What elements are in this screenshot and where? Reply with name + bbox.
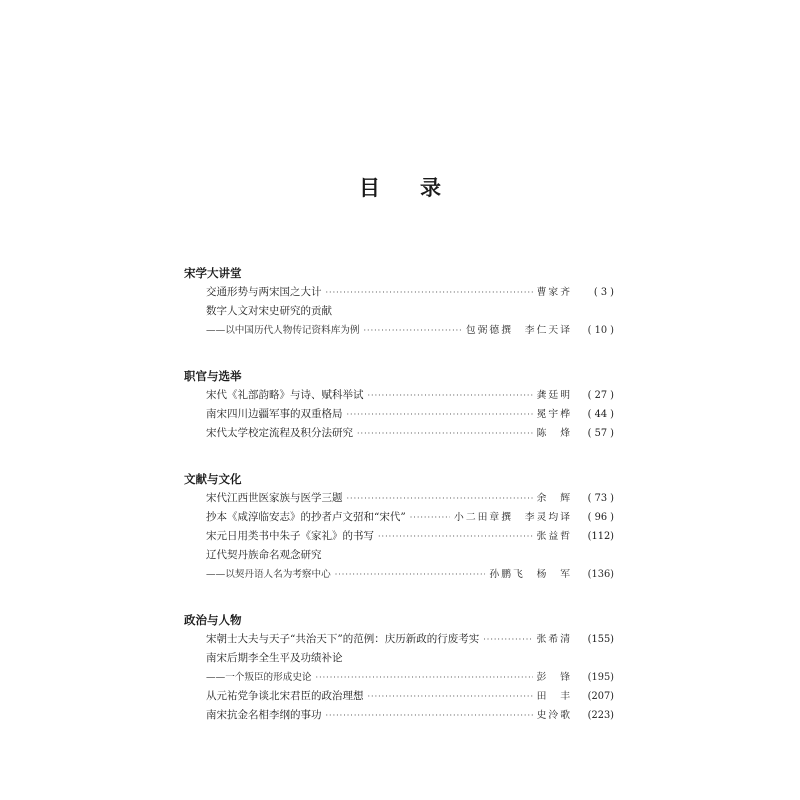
toc-entry[interactable] — [184, 386, 614, 405]
entry-page: ( 3 ) — [593, 287, 614, 298]
entry-page: (207) — [587, 691, 614, 702]
entry-page: ( 44 ) — [587, 409, 614, 420]
entry-page: (223) — [587, 710, 614, 721]
entry-author: 孙鹏飞 杨 军 — [489, 569, 572, 580]
toc-entry-subtitle[interactable] — [184, 321, 614, 340]
entry-subtitle: ——以契丹语人名为考察中心 — [206, 569, 331, 580]
leader-dots — [357, 424, 533, 443]
table-of-contents — [184, 263, 614, 751]
entry-title: 宋代《礼部韵略》与诗、赋科举试 — [206, 389, 364, 401]
section-heading: 文献与文化 — [184, 472, 242, 486]
entry-author: 余 辉 — [536, 493, 572, 504]
entry-author: 曹家齐 — [536, 287, 572, 298]
leader-dots — [326, 706, 533, 725]
toc-entry[interactable] — [184, 706, 614, 725]
entry-title: 宋代江西世医家族与医学三题 — [206, 492, 343, 504]
page-title — [0, 172, 800, 202]
toc-entry[interactable] — [184, 302, 614, 321]
toc-entry-subtitle[interactable] — [184, 668, 614, 687]
toc-section — [184, 469, 614, 584]
leader-dots — [347, 489, 533, 508]
toc-entry[interactable] — [184, 546, 614, 565]
leader-dots — [347, 405, 533, 424]
entry-page: ( 27 ) — [587, 390, 614, 401]
leader-dots — [378, 527, 533, 546]
entry-page: (136) — [587, 569, 614, 580]
toc-entry[interactable] — [184, 508, 614, 527]
entry-title: 南宋抗金名相李纲的事功 — [206, 709, 322, 721]
toc-entry-subtitle[interactable] — [184, 565, 614, 584]
entry-page: (112) — [587, 531, 614, 542]
leader-dots — [364, 321, 462, 340]
entry-author: 陈 烽 — [536, 428, 572, 439]
entry-page: (195) — [587, 672, 614, 683]
entry-author: 包弼德撰 李仁天译 — [465, 325, 572, 336]
toc-entry[interactable] — [184, 527, 614, 546]
entry-title: 宋朝士大夫与天子“共治天下”的范例：庆历新政的行废考实 — [206, 633, 480, 645]
leader-dots — [326, 283, 533, 302]
entry-author: 史泠歌 — [536, 710, 572, 721]
entry-author: 小二田章撰 李灵均译 — [454, 512, 572, 523]
entry-title: 辽代契丹族命名观念研究 — [206, 549, 322, 561]
toc-section — [184, 366, 614, 443]
entry-author: 田 丰 — [536, 691, 572, 702]
leader-dots — [316, 668, 533, 687]
leader-dots — [368, 687, 533, 706]
entry-page: (155) — [587, 634, 614, 645]
entry-title: 南宋后期李全生平及功绩补论 — [206, 652, 343, 664]
page-title-char-2: 录 — [420, 175, 441, 200]
toc-section — [184, 610, 614, 725]
toc-entry[interactable] — [184, 630, 614, 649]
entry-author: 彭 锋 — [536, 672, 572, 683]
toc-entry[interactable] — [184, 489, 614, 508]
toc-entry[interactable] — [184, 283, 614, 302]
entry-page: ( 57 ) — [587, 428, 614, 439]
entry-page: ( 10 ) — [587, 325, 614, 336]
entry-title: 宋元日用类书中朱子《家礼》的书写 — [206, 530, 374, 542]
entry-page: ( 73 ) — [587, 493, 614, 504]
entry-title: 南宋四川边疆军事的双重格局 — [206, 408, 343, 420]
leader-dots — [410, 508, 450, 527]
page-title-char-1: 目 — [359, 175, 380, 200]
entry-page: ( 96 ) — [587, 512, 614, 523]
toc-entry[interactable] — [184, 649, 614, 668]
leader-dots — [483, 630, 532, 649]
entry-author: 龚廷明 — [536, 390, 572, 401]
toc-section — [184, 263, 614, 340]
entry-subtitle: ——一个叛臣的形成史论 — [206, 672, 312, 683]
section-heading: 政治与人物 — [184, 613, 242, 627]
entry-title: 抄本《咸淳临安志》的抄者卢文弨和“宋代” — [206, 511, 406, 523]
entry-author: 张益哲 — [536, 531, 572, 542]
toc-entry[interactable] — [184, 687, 614, 706]
entry-title: 宋代太学校定流程及积分法研究 — [206, 427, 353, 439]
entry-title: 数字人文对宋史研究的贡献 — [206, 305, 332, 317]
entry-author: 张希清 — [536, 634, 572, 645]
leader-dots — [368, 386, 533, 405]
toc-entry[interactable] — [184, 405, 614, 424]
toc-entry[interactable] — [184, 424, 614, 443]
entry-subtitle: ——以中国历代人物传记资料库为例 — [206, 325, 360, 336]
entry-title: 交通形势与两宋国之大计 — [206, 286, 322, 298]
section-heading: 宋学大讲堂 — [184, 266, 242, 280]
leader-dots — [335, 565, 486, 584]
entry-author: 冕宇桦 — [536, 409, 572, 420]
entry-title: 从元祐党争谈北宋君臣的政治理想 — [206, 690, 364, 702]
section-heading: 职官与选举 — [184, 369, 242, 383]
